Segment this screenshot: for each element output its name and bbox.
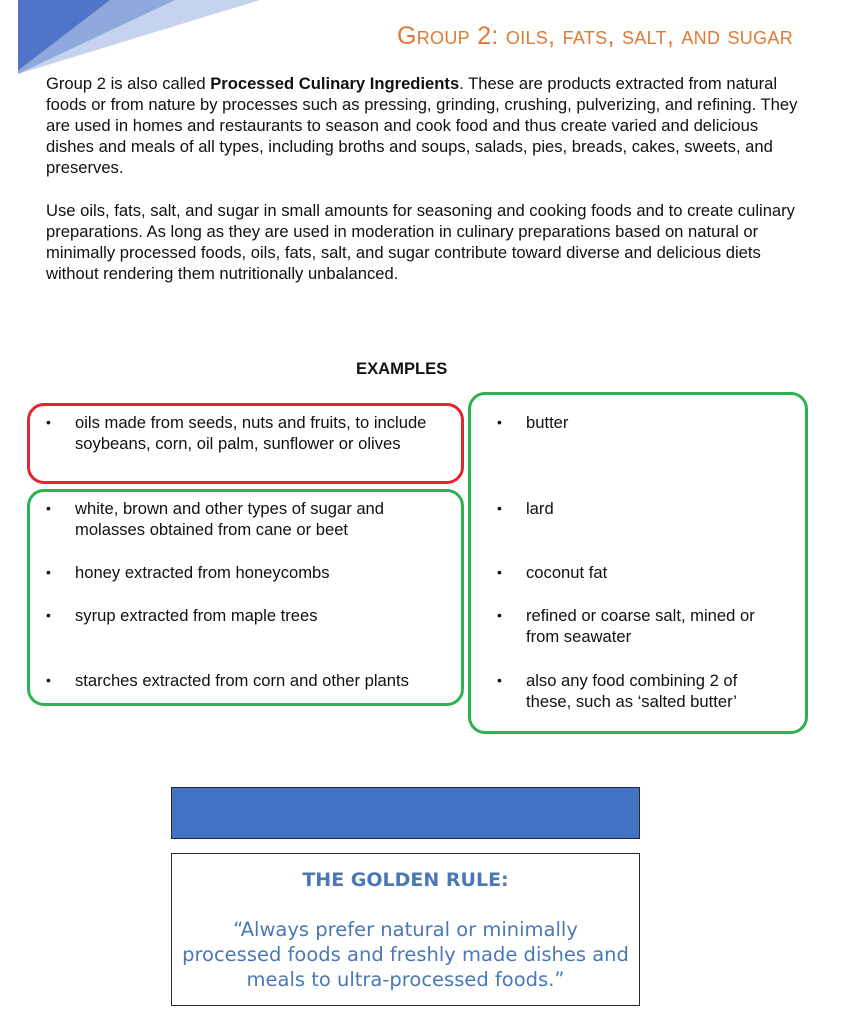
bullet-icon: • [46, 672, 51, 688]
bullet-icon: • [46, 414, 51, 430]
bullet-icon: • [497, 500, 502, 516]
list-item-text: lard [526, 499, 554, 518]
corner-decoration [0, 0, 260, 80]
bullet-icon: • [46, 564, 51, 580]
list-item-text: butter [526, 413, 569, 432]
list-item-text: syrup extracted from maple trees [75, 606, 318, 625]
bullet-icon: • [497, 564, 502, 580]
bullet-icon: • [497, 607, 502, 623]
bullet-icon: • [497, 672, 502, 688]
group-2-term: Processed Culinary Ingredients [210, 74, 460, 93]
list-item-text: also any food combining 2 of these, such as ‘salted butter’ [526, 671, 738, 711]
golden-rule-quote: “Always prefer natural or minimally processed foods and freshly made dishes and meals to ultra-processed foods.” [182, 918, 629, 991]
intro-paragraph-2: Use oils, fats, salt, and sugar in small amounts for seasoning and cooking foods and to create culinary preparations. As long as they are used in moderation in culinary preparations based on natural or minimally processed foods, oils, fats, salt, and sugar contribute toward diverse and delicious diets without rendering them nutritionally unbalanced. [46, 201, 795, 283]
list-item-text: white, brown and other types of sugar and molasses obtained from cane or beet [75, 499, 385, 539]
list-item-text: refined or coarse salt, mined or from seawater [526, 606, 755, 646]
list-item-text: oils made from seeds, nuts and fruits, to include soybeans, corn, oil palm, sunflower or olives [75, 413, 427, 453]
intro-paragraph-1: Group 2 is also called Processed Culinary Ingredients. These are products extracted from natural foods or from nature by processes such as pressing, grinding, crushing, pulverizing, and refining. They are used in homes and restaurants to season and cook food and thus create varied and delicious dishes and meals of all types, including broths and soups, salads, pies, breads, cakes, sweets, and preserves. [46, 74, 798, 177]
bullet-icon: • [46, 500, 51, 516]
bullet-icon: • [46, 607, 51, 623]
examples-heading: EXAMPLES [356, 359, 448, 378]
bullet-icon: • [497, 414, 502, 430]
list-item-text: coconut fat [526, 563, 608, 582]
golden-rule-title: THE GOLDEN RULE: [302, 869, 509, 891]
page-title: Group 2: oils, fats, salt, and sugar [397, 22, 793, 50]
blue-banner-bar [171, 787, 640, 839]
golden-rule-box [171, 853, 640, 1006]
list-item-text: starches extracted from corn and other plants [75, 671, 409, 690]
list-item-text: honey extracted from honeycombs [75, 563, 330, 582]
